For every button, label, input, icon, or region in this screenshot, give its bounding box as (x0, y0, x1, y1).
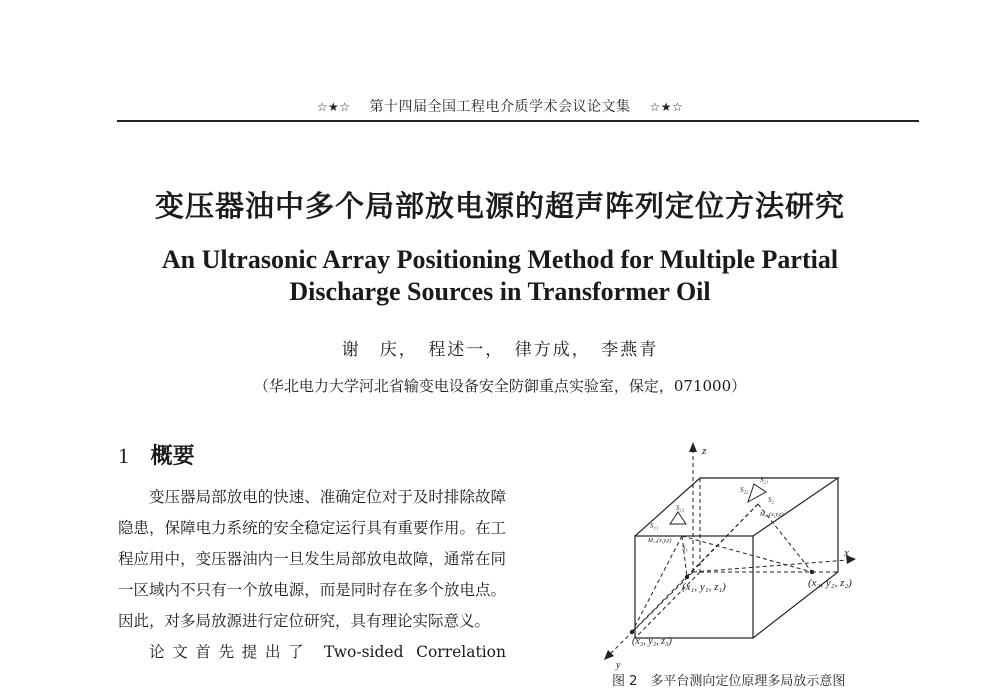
label-s21: S₂₁ (760, 476, 769, 484)
label-m1: M₁₁(x,y,z) (648, 538, 672, 544)
paper-title-chinese: 变压器油中多个局部放电源的超声阵列定位方法研究 (154, 189, 845, 223)
point-3-label: (x₃, y₃, z₃) (632, 636, 672, 647)
z-axis-arrow (689, 442, 697, 452)
z-axis-label: z (702, 445, 707, 457)
paper-title-english (0, 244, 1000, 308)
source-point-2 (810, 570, 814, 574)
box-right-face (753, 478, 838, 638)
author-list: 谢 庆， 程述一， 律方成， 李燕青 (341, 340, 659, 360)
header-rule (117, 120, 919, 122)
ray-2 (682, 536, 812, 572)
affiliation: （华北电力大学河北省输变电设备安全防御重点实验室，保定，071000） (253, 377, 747, 395)
running-header (0, 96, 1000, 116)
section-heading (118, 439, 195, 470)
header-stars-left: ☆★☆ (316, 100, 351, 114)
box-top-face (635, 478, 838, 536)
header-stars-right: ☆★☆ (649, 100, 684, 114)
body-paragraph-2: 论文首先提出了 Two-sided Correlation (149, 643, 506, 661)
source-point-1 (685, 575, 689, 579)
section-number: 1 (118, 443, 129, 468)
header-text: 第十四届全国工程电介质学术会议论文集 (369, 99, 631, 115)
label-s2: S₂ (768, 496, 774, 504)
point-1-label: (x₁, y₁, z₁) (682, 581, 726, 593)
label-s11: S₁₁ (650, 522, 659, 530)
section-title: 概要 (150, 444, 195, 469)
title-en-line1: An Ultrasonic Array Positioning Method for Multiple Partial (161, 245, 839, 274)
title-en-line2: Discharge Sources in Transformer Oil (289, 277, 711, 306)
x-axis-label: x (844, 547, 849, 559)
label-s12: S₁₂ (676, 504, 685, 512)
body-text (118, 482, 506, 668)
point-2-label: (x₂, y₂, z₂) (808, 577, 852, 589)
label-m2: M₂₂(x,y,z) (760, 512, 784, 518)
figure-caption: 图 2 多平台测向定位原理多局放示意图 (612, 674, 846, 689)
x-axis-line (693, 560, 848, 572)
label-s1: S₁ (682, 544, 688, 552)
body-paragraph-1: 变压器局部放电的快速、准确定位对于及时排除故障隐患，保障电力系统的安全稳定运行具有重要作用。在工程应用中，变压器油内一旦发生局部放电故障，通常在同一区域内不只有一个放电源，而是同时存在多个放电点。因此，对多局放源进行定位研究，具有理论实际意义。 (118, 488, 506, 630)
y-axis-label: y (616, 660, 621, 671)
figure-diagram (590, 432, 890, 672)
sensor-array-1 (670, 512, 686, 524)
sensor-array-2 (748, 484, 766, 502)
source-point-3 (630, 630, 634, 634)
label-s22: S₂₂ (740, 486, 749, 494)
ray-3 (632, 536, 682, 632)
ray-1 (682, 536, 687, 577)
